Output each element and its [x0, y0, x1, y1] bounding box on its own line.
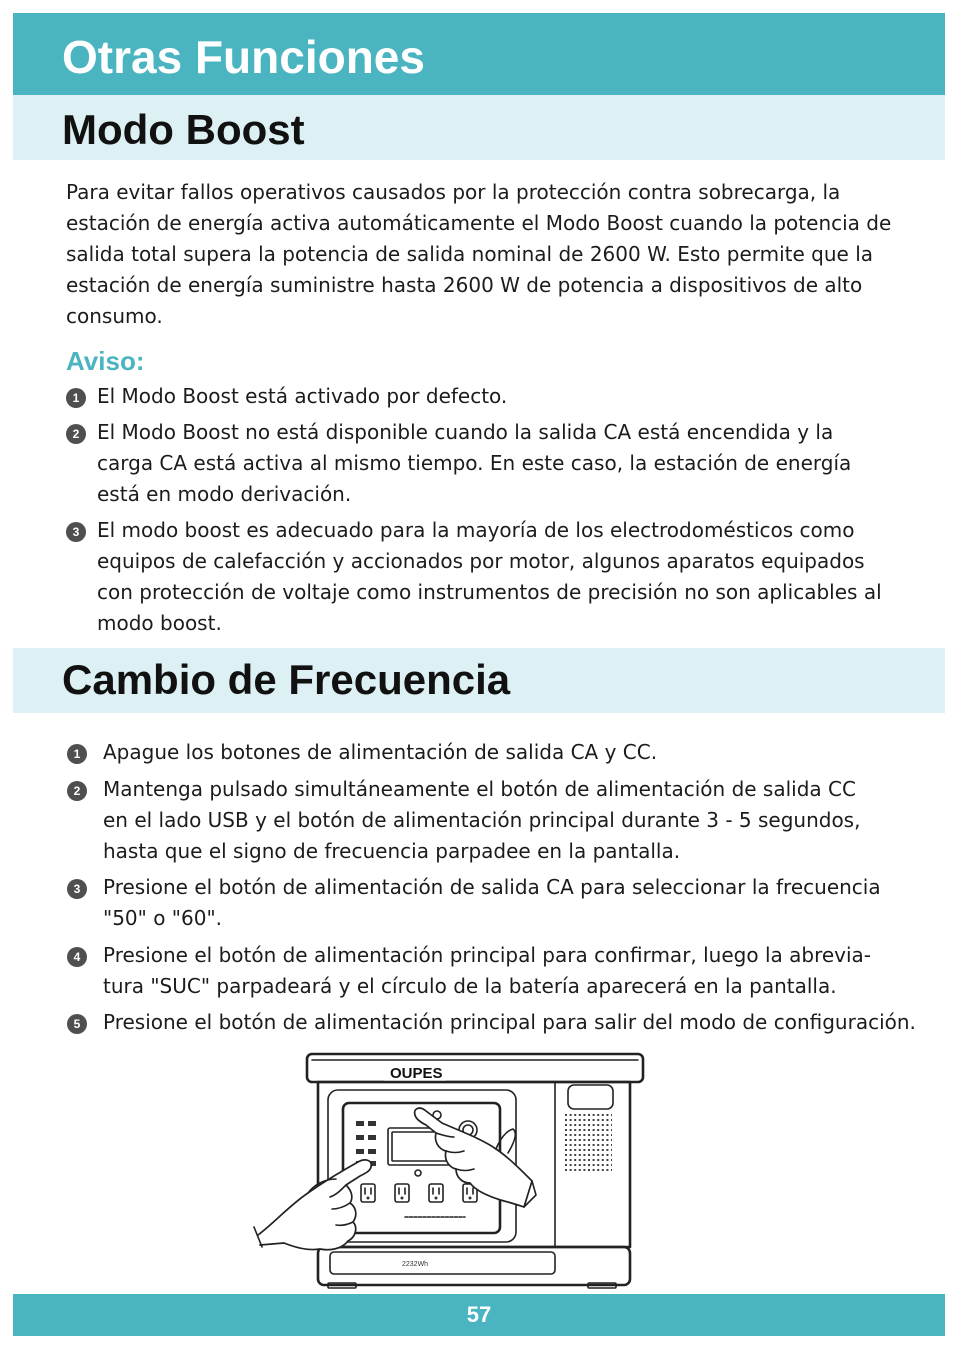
page-number: 57 [466, 1302, 492, 1327]
number-badge-icon: 2 [66, 424, 86, 444]
station-base [318, 1247, 630, 1288]
modo-boost-paragraph [66, 177, 891, 332]
step-item [67, 774, 916, 867]
step-item [67, 940, 916, 1002]
text-line: Mantenga pulsado simultáneamente el botón de alimentación de salida CC [103, 776, 856, 801]
notice-item-text [97, 381, 507, 412]
text-line: El Modo Boost no está disponible cuando la salida CA está encendida y la [97, 420, 834, 444]
notice-item-text [97, 417, 851, 510]
notice-label: Aviso: [66, 346, 145, 376]
badge-column [66, 515, 97, 639]
ac-outlets [361, 1184, 477, 1202]
paragraph-line: Para evitar fallos operativos causados por la protección contra sobrecarga, la [66, 180, 841, 204]
paragraph-line: salida total supera la potencia de salida nominal de 2600 W. Esto permite que la [66, 242, 874, 266]
number-badge-icon: 3 [66, 522, 86, 542]
step-item [67, 1007, 916, 1038]
number-badge-icon: 2 [67, 781, 87, 801]
banner-title: Otras Funciones [62, 31, 425, 83]
badge-column [66, 417, 97, 510]
text-line: en el lado USB y el botón de alimentación principal durante 3 - 5 segundos, [103, 807, 861, 832]
steps-list [67, 737, 916, 1044]
badge-column [67, 737, 103, 768]
section-title-cambio-frecuencia: Cambio de Frecuencia [62, 656, 511, 703]
text-line: equipos de calefacción y accionados por motor, algunos aparatos equipados [97, 549, 865, 573]
text-line: modo boost. [97, 611, 222, 635]
badge-column [67, 872, 103, 934]
top-banner [13, 13, 945, 95]
step-text [103, 872, 881, 934]
paragraph-line: estación de energía suministre hasta 2600 W de potencia a dispositivos de alto [66, 273, 863, 297]
text-line: tura "SUC" parpadeará y el círculo de la batería aparecerá en la pantalla. [103, 973, 837, 998]
badge-column [67, 940, 103, 1002]
indicator-light-icon [415, 1170, 421, 1176]
number-badge-icon: 4 [67, 947, 87, 967]
number-badge-icon: 5 [67, 1014, 87, 1034]
step-text [103, 774, 860, 867]
section-title-modo-boost: Modo Boost [62, 106, 305, 153]
step-text [103, 737, 657, 768]
number-badge-icon: 1 [67, 744, 87, 764]
notice-item [66, 417, 882, 510]
step-item [67, 872, 916, 934]
text-line: hasta que el signo de frecuencia parpadee en la pantalla. [103, 838, 681, 863]
text-line: con protección de voltaje como instrumentos de precisión no son aplicables al [97, 580, 882, 604]
text-line: Presione el botón de alimentación principal para salir del modo de configuración. [103, 1010, 916, 1034]
left-hand [254, 1160, 371, 1250]
badge-column [67, 1007, 103, 1038]
text-line: El modo boost es adecuado para la mayoría de los electrodomésticos como [97, 518, 855, 542]
step-text [103, 940, 871, 1002]
text-line: Presione el botón de alimentación principal para confirmar, luego la abrevia- [103, 942, 872, 967]
step-text [103, 1007, 916, 1038]
text-line: está en modo derivación. [97, 482, 352, 506]
brand-logo: OUPES [390, 1065, 443, 1082]
notice-item [66, 381, 882, 412]
speaker-grille [565, 1115, 612, 1170]
paragraph-line: estación de energía activa automáticamente el Modo Boost cuando la potencia de [66, 211, 892, 235]
notice-list [66, 381, 882, 644]
capacity-label: 2232Wh [402, 1261, 429, 1268]
section-header-cambio-frecuencia [13, 648, 945, 713]
text-line: El Modo Boost está activado por defecto. [97, 384, 508, 408]
number-badge-icon: 1 [66, 388, 86, 408]
number-badge-icon: 3 [67, 879, 87, 899]
paragraph-line: consumo. [66, 304, 163, 328]
footer-bar [13, 1294, 945, 1336]
notice-item [66, 515, 882, 639]
text-line: "50" o "60". [103, 906, 223, 930]
text-line: carga CA está activa al mismo tiempo. En este caso, la estación de energía [97, 451, 852, 475]
power-station-illustration [250, 1045, 650, 1290]
text-line: Presione el botón de alimentación de salida CA para seleccionar la frecuencia [103, 875, 881, 899]
step-item [67, 737, 916, 768]
side-handle [568, 1085, 613, 1109]
text-line: Apague los botones de alimentación de salida CA y CC. [103, 740, 658, 764]
section-header-modo-boost [13, 95, 945, 160]
badge-column [67, 774, 103, 867]
notice-item-text [97, 515, 882, 639]
badge-column [66, 381, 97, 412]
lid [307, 1054, 643, 1082]
